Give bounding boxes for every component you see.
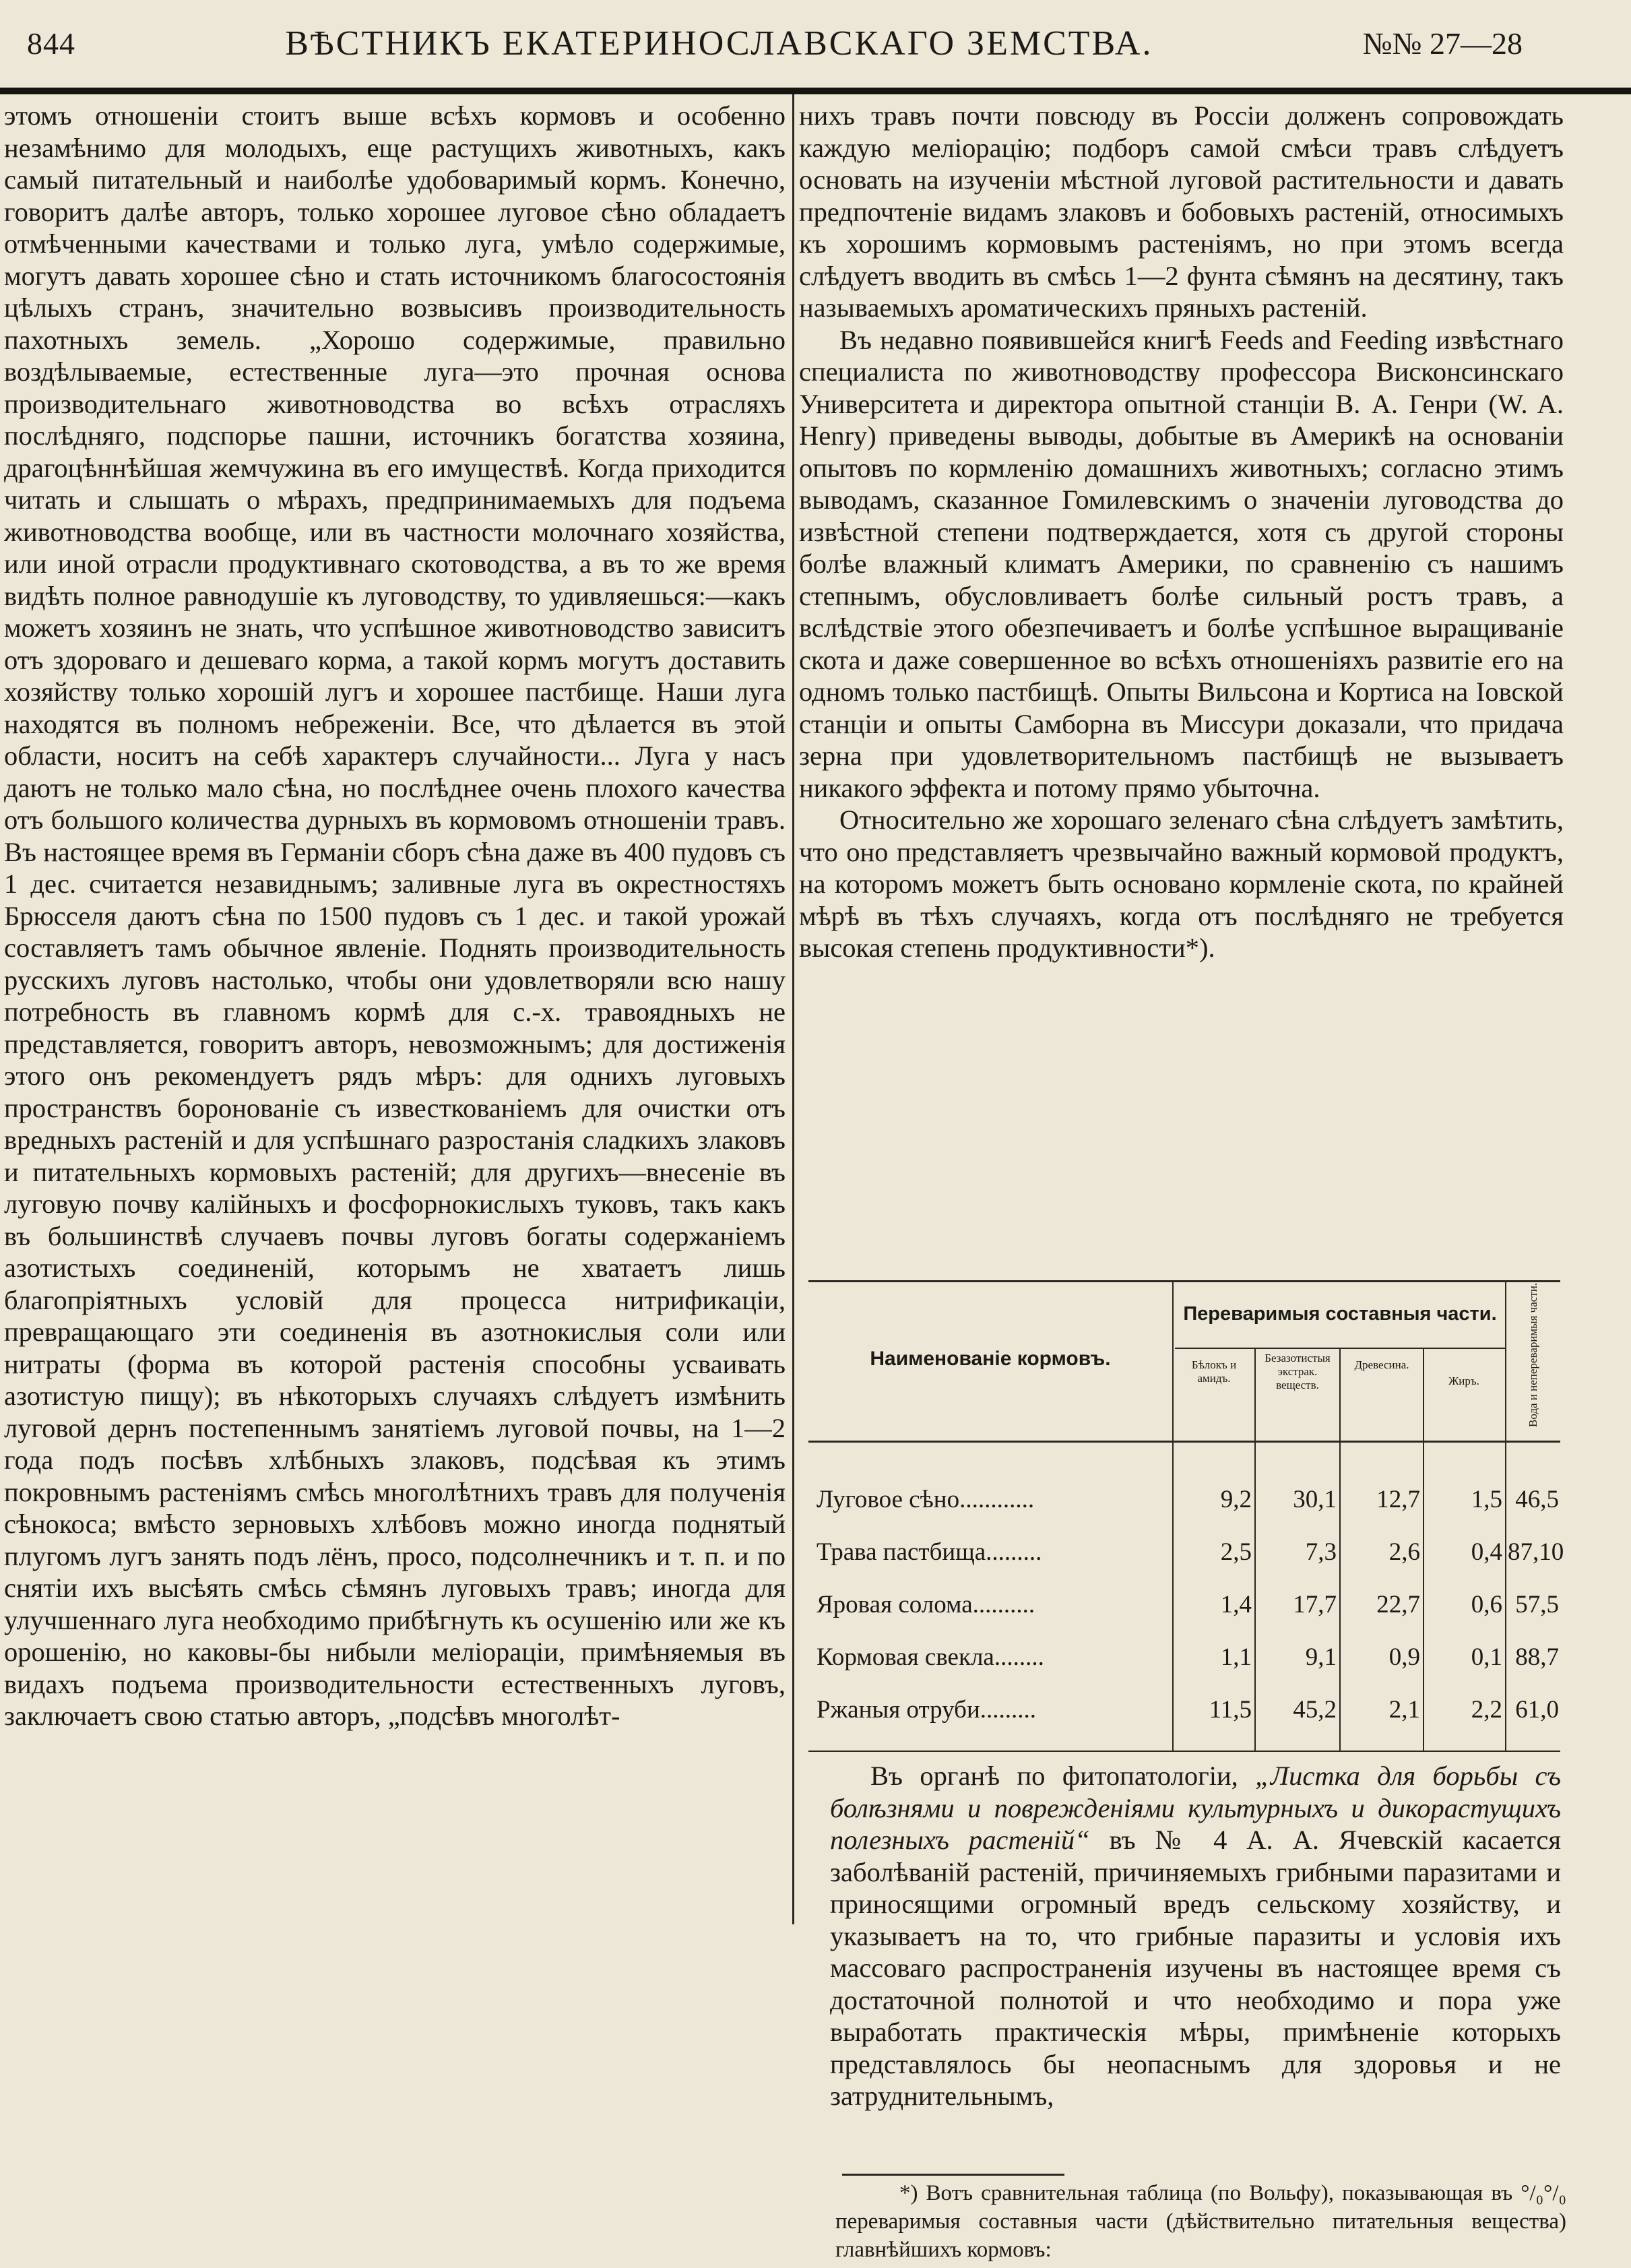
page-number: 844 <box>27 26 75 61</box>
table-cell: 2,2 <box>1471 1696 1502 1724</box>
table-cell: 46,5 <box>1515 1486 1559 1513</box>
table-cell: 0,6 <box>1471 1591 1502 1618</box>
table-header-rule <box>808 1441 1560 1443</box>
table-col-header: Жиръ. <box>1448 1375 1479 1387</box>
table-col-header: Вода и непереваримыя части. <box>1527 1282 1539 1427</box>
table-cell: 2,5 <box>1220 1538 1252 1566</box>
right-para-2: Въ недавно появившейся книгѣ Feeds and Feeding извѣстнаго специалиста по животноводству профессора Висконсинскаго Университета и директора опытной станціи В. А. Генри (W. A. Henry) приведены выводы, добытые въ Америкѣ на основаніи опытовъ по кормленію домашнихъ животныхъ; согласно этимъ выводамъ, сказанное Гомилевскимъ о значеніи луговодства до извѣстной степени подтверждается, хотя съ другой стороны болѣе влажный климатъ Америки, по сравненію съ нашимъ степнымъ, обусловливаетъ болѣе сильный ростъ травъ, а вслѣдствіе этого обезпечиваетъ и болѣе успѣшное выращиваніе скота и даже совершенное во всѣхъ отношеніяхъ развитіе его на одномъ только пастбищѣ. Опыты Вильсона и Кортиса на Іовской станціи и опыты Самборна въ Миссури доказали, что придача зерна при удовлетворительномъ пастбищѣ не вызываетъ никакого эффекта и потому прямо убыточна. <box>799 324 1564 803</box>
table-cell: 22,7 <box>1376 1591 1420 1618</box>
table-cell: 1,5 <box>1471 1486 1502 1513</box>
table-col-header: Бѣлокъ и амидъ. <box>1191 1358 1237 1385</box>
footnote-text: *) Вотъ сравнительная таблица (по Вольфу), показывающая въ °/₀°/₀ переваримыя составныя части (дѣйствительно питательныя вещества) главнѣйшихъ кормовъ: <box>835 2181 1566 2262</box>
table-cell: 30,1 <box>1293 1486 1337 1513</box>
right-para-4: Въ органѣ по фитопатологіи, „Листка для борьбы съ болѣзнями и поврежденіями культурныхъ и дикорастущихъ полезныхъ растеній“ въ № 4 А. А. Ячевскій касается заболѣваній растеній, причиняемыхъ грибными паразитами и приносящими огромный вредъ сельскому хозяйству, и указываетъ на то, что грибные паразиты и условія ихъ массоваго распространенія изучены въ настоящее время съ достаточной полнотой и что необходимо и пора уже выработать практическія мѣры, примѣненіе которыхъ представлялось бы неопаснымъ для здоровья и не затруднительнымъ, <box>830 1761 1561 2111</box>
table-cell: 17,7 <box>1293 1591 1337 1618</box>
footnote-rule <box>842 2174 1064 2176</box>
table-row-name: Трава пастбища......... <box>817 1538 1042 1566</box>
table-cell: 0,9 <box>1388 1643 1420 1671</box>
table-row <box>808 1686 1560 1736</box>
header-rule <box>0 88 1631 94</box>
table-bottom-rule <box>808 1751 1560 1752</box>
table-cell: 0,1 <box>1471 1643 1502 1671</box>
table-col-header: Безазотистыя экстрак. веществ. <box>1265 1352 1331 1391</box>
table-row <box>808 1528 1564 1578</box>
table-cell: 1,4 <box>1220 1591 1252 1618</box>
right-column-lower <box>830 1760 1561 2112</box>
table-row-name: Кормовая свекла........ <box>817 1643 1044 1671</box>
right-para-3: Относительно же хорошаго зеленаго сѣна слѣдуетъ замѣтить, что оно представляетъ чрезвычайно важный кормовой продуктъ, на которомъ можетъ быть основано кормленіе скота, по крайней мѣрѣ въ тѣхъ случаяхъ, когда отъ послѣдняго не требуется высокая степень продуктивности*). <box>799 805 1564 963</box>
feed-table <box>808 1280 1564 1752</box>
table-cell: 87,10 <box>1508 1538 1564 1566</box>
table-cell: 0,4 <box>1471 1538 1502 1566</box>
journal-citation: „Листка для борьбы съ болѣзнями и поврежденіями культурныхъ и дикорастущихъ полезныхъ растеній“ <box>830 1761 1561 1855</box>
table-row-name: Ржаныя отруби......... <box>817 1696 1037 1724</box>
table-row-name: Яровая солома.......... <box>817 1591 1035 1618</box>
table-row <box>808 1581 1560 1631</box>
table-cell: 2,1 <box>1388 1696 1420 1724</box>
table-row <box>808 1633 1560 1683</box>
table-group-header: Переваримыя составныя части. <box>1183 1303 1497 1325</box>
right-para-1: нихъ травъ почти повсюду въ Россіи долженъ сопровождать каждую меліорацію; подборъ самой смѣси травъ слѣдуетъ основать на изученіи мѣстной луговой растительности и давать предпочтеніе видамъ злаковъ и бобовыхъ растеній, относимыхъ къ хорошимъ кормовымъ растеніямъ, но при этомъ всегда слѣдуетъ вводить въ смѣсь 1—2 фунта сѣмянъ на десятину, такъ называемыхъ ароматическихъ пряныхъ растеній. <box>799 100 1564 323</box>
table-cell: 12,7 <box>1376 1486 1420 1513</box>
journal-title: ВѢСТНИКЪ ЕКАТЕРИНОСЛАВСКАГО ЗЕМСТВА. <box>285 24 1153 63</box>
table-cell: 88,7 <box>1515 1643 1559 1671</box>
table-col-header: Древесина. <box>1354 1358 1409 1371</box>
table-top-rule <box>808 1280 1560 1282</box>
table-cell: 11,5 <box>1209 1696 1252 1724</box>
table-cell: 61,0 <box>1515 1696 1559 1724</box>
table-cell: 7,3 <box>1305 1538 1337 1566</box>
footnote <box>835 2179 1566 2264</box>
left-column <box>4 100 786 1732</box>
table-cell: 9,2 <box>1220 1486 1252 1513</box>
table-name-header: Наименованіе кормовъ. <box>870 1348 1111 1370</box>
table-cell: 2,6 <box>1388 1538 1420 1566</box>
column-divider <box>792 94 794 1924</box>
right-column <box>799 100 1564 964</box>
table-row <box>808 1476 1560 1525</box>
issue-number: №№ 27—28 <box>1362 26 1523 61</box>
left-column-text: этомъ отношеніи стоитъ выше всѣхъ кормовъ и особенно незамѣнимо для молодыхъ, еще растущихъ животныхъ, какъ самый питательный и наиболѣе удобоваримый кормъ. Конечно, говоритъ далѣе авторъ, только хорошее луговое сѣно обладаетъ отмѣченными качествами и только луга, умѣло содержимые, могутъ давать хорошее сѣно и стать источникомъ благосостоянія цѣлыхъ странъ, значительно возвысивъ производительность пахотныхъ земель. „Хорошо содержимые, правильно воздѣлываемые, естественные луга—это прочная основа производительнаго животноводства во всѣхъ отрасляхъ послѣдняго, подспорье пашни, источникъ богатства хозяина, драгоцѣннѣйшая жемчужина въ его имуществѣ. Когда приходится читать и слышать о мѣрахъ, предпринимаемыхъ для подъема животноводства вообще, или въ частности молочнаго хозяйства, или иной отрасли продуктивнаго скотоводства, а въ то же время видѣть полное равнодушіе къ луговодству, то удивляешься:—какъ можетъ хозяинъ не знать, что успѣшное животноводство зависитъ отъ здороваго и дешеваго корма, а такой кормъ могутъ доставить хозяйству только хорошій лугъ и хорошее пастбище. Наши луга находятся въ полномъ небреженіи. Все, что дѣлается въ этой области, носитъ на себѣ характеръ случайности... Луга у насъ даютъ не только мало сѣна, но послѣднее очень плохого качества отъ большого количества дурныхъ въ кормовомъ отношеніи травъ. Въ настоящее время въ Германіи сборъ сѣна даже въ 400 пудовъ съ 1 дес. считается незавиднымъ; заливные луга въ окрестностяхъ Брюсселя даютъ сѣна по 1500 пудовъ съ 1 дес. и такой урожай составляетъ тамъ обычное явленіе. Поднять производительность русскихъ луговъ настолько, чтобы они удовлетворяли всю нашу потребность въ главномъ кормѣ для с.-х. травоядныхъ не представляется, говоритъ авторъ, невозможнымъ; для достиженія этого онъ рекомендуетъ рядъ мѣръ: для однихъ луговыхъ пространствъ боронованіе съ известкованіемъ для очистки отъ вредныхъ растеній и для успѣшнаго разростанія сладкихъ злаковъ и питательныхъ кормовыхъ растеній; для другихъ—внесеніе въ луговую почву калійныхъ и фосфорнокислыхъ туковъ, такъ какъ въ большинствѣ случаевъ почвы луговъ богаты содержаніемъ азотистыхъ соединеній, которымъ не хватаетъ лишь благопріятныхъ условій для процесса нитрификаціи, превращающаго эти соединенія въ азотнокислыя соли или нитраты (форма въ которой растенія способны усваивать азотистую пищу); въ нѣкоторыхъ случаяхъ слѣдуетъ измѣнить луговой дернъ постепеннымъ занятіемъ луговой почвы, на 1—2 года подъ посѣвъ хлѣбныхъ злаковъ, подсѣвая къ этимъ покровнымъ растеніямъ смѣсь многолѣтнихъ травъ для полученія сѣнокоса; вмѣсто зерновыхъ хлѣбовъ можно иногда поднятый плугомъ лугъ занять подъ лёнъ, просо, подсолнечникъ и т. п. и по снятіи ихъ высѣять смѣсь сѣмянъ луговыхъ травъ; иногда для улучшеннаго луга необходимо прибѣгнуть къ осушенію или же къ орошенію, но каковы-бы нибыли меліораціи, примѣняемыя въ видахъ подъема производительности естественныхъ луговъ, заключаетъ свою статью авторъ, „подсѣвъ многолѣт- <box>4 100 786 1731</box>
page-header <box>27 9 1523 77</box>
table-row-name: Луговое сѣно............ <box>817 1486 1035 1513</box>
table-cell: 1,1 <box>1220 1643 1252 1671</box>
table-cell: 9,1 <box>1305 1643 1337 1671</box>
table-cell: 57,5 <box>1515 1591 1559 1618</box>
table-cell: 45,2 <box>1293 1696 1337 1724</box>
